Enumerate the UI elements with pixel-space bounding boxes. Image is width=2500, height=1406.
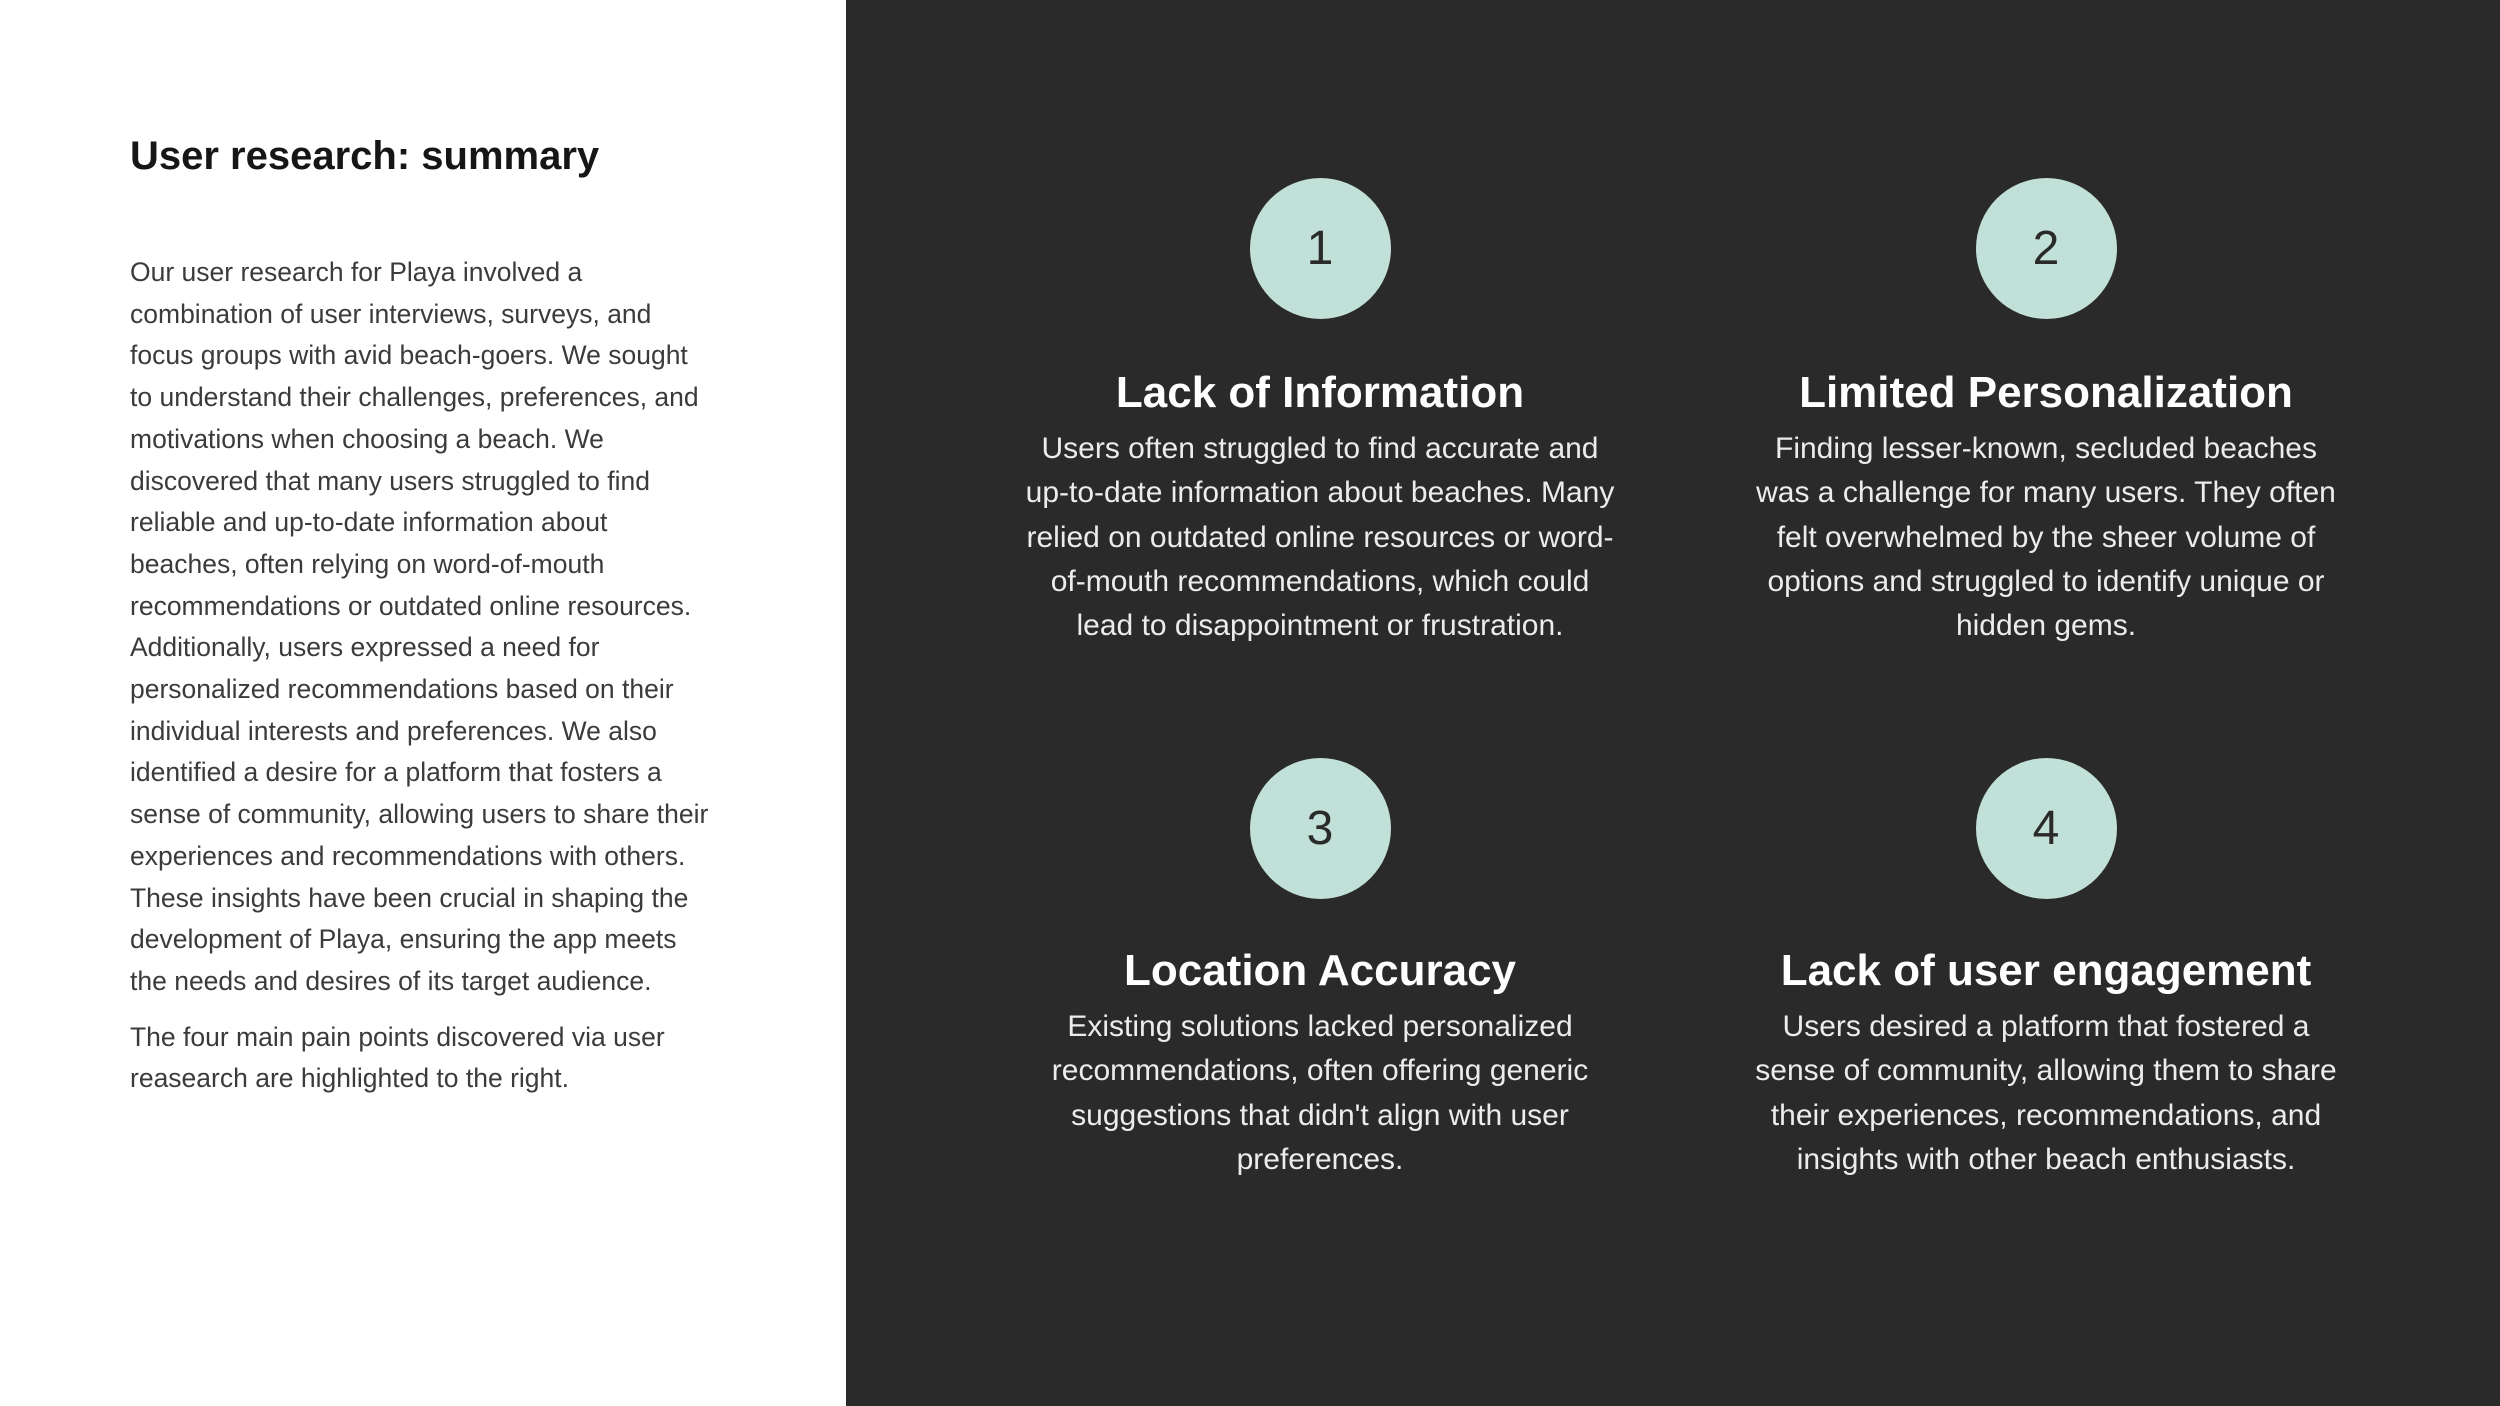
summary-panel [0,0,846,1406]
pain-point-description: Users desired a platform that fostered a sense of community, allowing them to share their experiences, recommendations, and insights with other beach enthusiasts. [1755,1010,2337,1176]
number-badge: 2 [1976,178,2117,319]
pain-point-card [1010,178,1630,648]
summary-text [130,252,710,1100]
pain-point-card [1010,758,1630,1182]
summary-paragraph: Our user research for Playa involved a combination of user interviews, surveys, and focus groups with avid beach-goers. We sought to understand their challenges, preferences, and motivations when choosing a beach. We discovered that many users struggled to find reliable and up-to-date information about beaches, often relying on word-of-mouth recommendations or outdated online resources. Additionally, users expressed a need for personalized recommendations based on their individual interests and preferences. We also identified a desire for a platform that fosters a sense of community, allowing users to share their experiences and recommendations with others. These insights have been crucial in shaping the development of Playa, ensuring the app meets the needs and desires of its target audience. [130,257,709,996]
pain-point-title: Location Accuracy [1123,946,1517,995]
pain-point-description: Users often struggled to find accurate and up-to-date information about beaches. Many relied on outdated online resources or word-of-mouth recommendations, which could lead to disappointment or frustration. [1025,432,1615,643]
pain-point-title: Lack of user engagement [1780,946,2312,995]
number-badge: 3 [1250,758,1391,899]
pain-point-card [1736,178,2356,648]
pain-point-title: Limited Personalization [1799,368,2293,417]
page-title: User research: summary [130,134,600,178]
pain-points-panel [846,0,2500,1406]
number-badge: 4 [1976,758,2117,899]
pain-point-description: Existing solutions lacked personalized recommendations, often offering generic suggestions that didn't align with user preferences. [1051,1010,1589,1176]
summary-paragraph: The four main pain points discovered via user reasearch are highlighted to the right. [130,1021,665,1094]
pain-point-title: Lack of Information [1115,368,1525,417]
number-badge: 1 [1250,178,1391,319]
pain-point-description: Finding lesser-known, secluded beaches was a challenge for many users. They often felt overwhelmed by the sheer volume of options and struggled to identify unique or hidden gems. [1756,432,2336,643]
pain-point-card [1736,758,2356,1182]
